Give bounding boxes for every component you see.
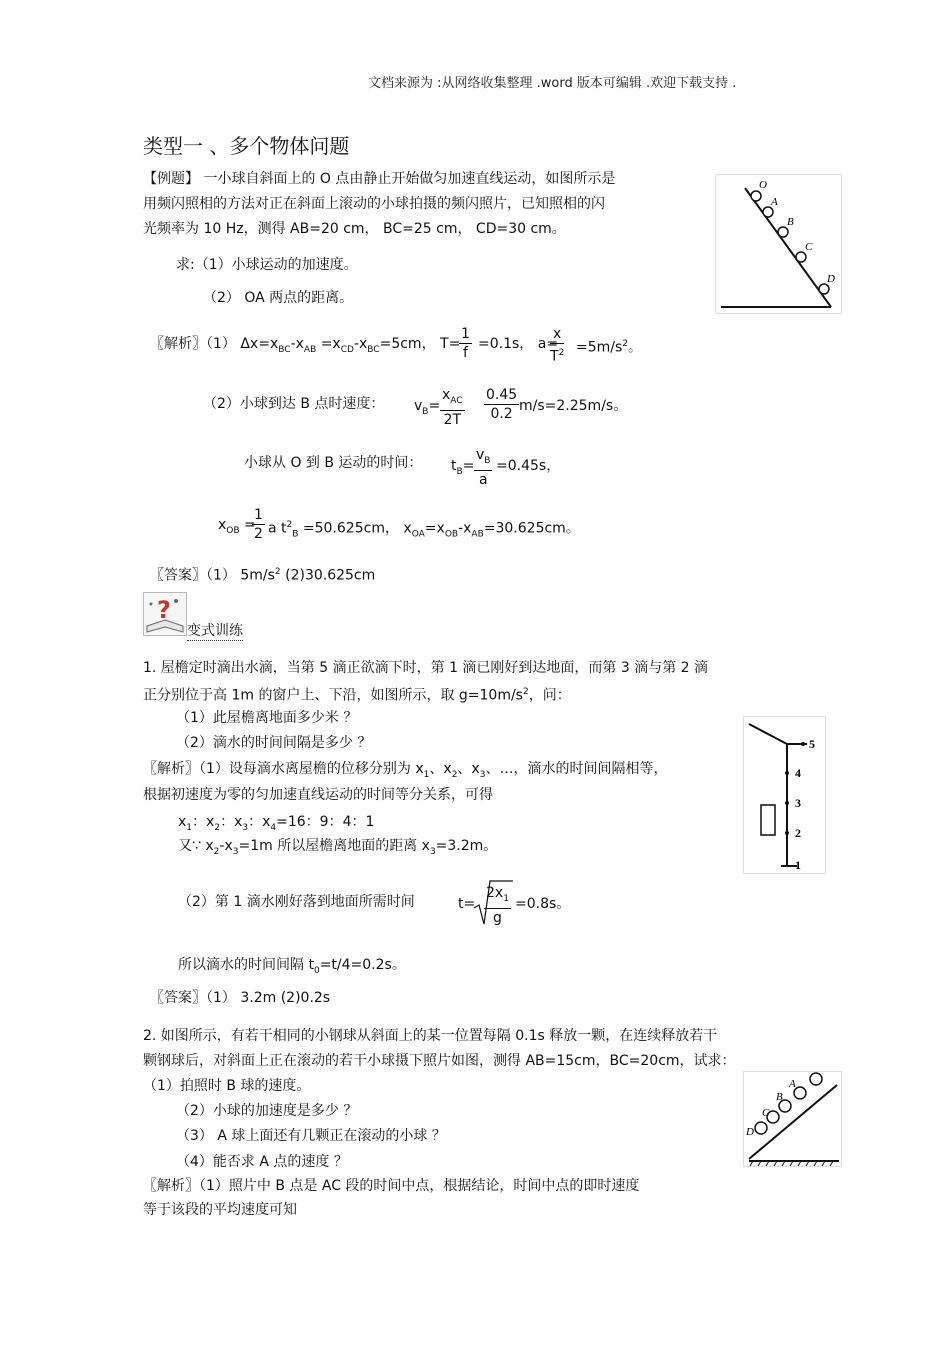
svg-text:?: ? — [157, 596, 171, 624]
solution-line-4: a $t^2_B =50.625cm$， $x_{OA}=x_{OB}-x_{AB}=30.625cm$。 — [268, 520, 580, 540]
p2-solution-1: 〖解析〗（1）照片中 B 点是 AC 段的时间中点，根据结论，时间中点的即时速度 — [143, 1178, 640, 1194]
p1-line-1: 1. 屋檐定时滴出水滴，当第 5 滴正欲滴下时，第 1 滴已刚好到达地面，而第 3 滴与第 2 滴 — [143, 660, 709, 676]
tB-symbol: $t_B=$ — [451, 458, 475, 477]
t-result: =0.8s。 — [515, 896, 571, 912]
p2-question-1: （1）拍照时 B 球的速度。 — [143, 1078, 311, 1094]
p2-line-2: 颗钢球后，对斜面上正在滚动的若干小球摄下照片如图，测得 AB=15cm，BC=20cm，试求： — [143, 1053, 736, 1069]
drop-label-5: 5 — [809, 737, 815, 751]
drop-label-4: 4 — [795, 766, 801, 780]
ball-label-B: B — [776, 1091, 783, 1103]
drop-label-2: 2 — [795, 826, 801, 840]
fraction-one-half: $\frac{1}{2}$ — [254, 507, 263, 542]
steel-balls-incline-figure — [743, 1071, 842, 1167]
p1-difference: 又∵ $x_2-x_3=1m$ 所以屋檐离地面的距离 $x_3=3.2m$。 — [178, 838, 498, 857]
fraction-vB-over-a: $\frac{v_B}{a}$ — [476, 447, 491, 488]
vB-symbol: $v_B=$ — [414, 398, 441, 417]
solution-line-2: （2）小球到达 B 点时速度： — [203, 396, 385, 412]
solution-line-1b: =0.1s， a= — [478, 336, 559, 352]
variant-training-label: 变式训练 — [187, 623, 243, 639]
section-title: 类型一 、多个物体问题 — [143, 134, 350, 158]
eaves-water-drops-figure — [743, 716, 826, 874]
drop-label-1: 1 — [795, 858, 801, 872]
fig-label-A: A — [771, 196, 778, 208]
p1-question-1: （1）此屋檐离地面多少米 ？ — [176, 710, 358, 726]
fraction-2x1-over-g: $\frac{2x_1}{g}$ — [486, 885, 509, 926]
solution-line-1c: $=5m/s^2$。 — [576, 339, 643, 356]
p2-question-3: （3） A 球上面还有几颗正在滚动的小球 ？ — [176, 1128, 446, 1144]
question-mark-book-icon — [143, 592, 187, 636]
solution-line-1: 〖解析〗（1） $\Delta x=x_{BC}-x_{AB} =x_{CD}-x_{BC}=5cm$， T= — [150, 336, 461, 355]
fig-label-C: C — [805, 241, 813, 253]
p1-interval: 所以滴水的时间间隔 $t_0=t/4=0.2s$。 — [178, 957, 406, 976]
p2-solution-2: 等于该段的平均速度可知 — [143, 1202, 297, 1218]
drop-label-3: 3 — [795, 796, 801, 810]
p1-solution-1: 〖解析〗（1）设每滴水离屋檐的位移分别为 $x_1$、$x_2$、$x_3$、…，滴水的时间间隔相等， — [143, 761, 668, 780]
p1-part2: （2）第 1 滴水刚好落到地面所需时间 — [178, 894, 415, 910]
p1-solution-2: 根据初速度为零的匀加速直线运动的时间等分关系，可得 — [143, 787, 493, 803]
fig-label-O: O — [759, 179, 767, 191]
solution-line-3: 小球从 O 到 B 运动的时间： — [244, 455, 423, 471]
tB-result: =0.45s， — [496, 458, 561, 474]
p1-ratio: $x_1$：$x_2$：$x_3$：$x_4=16$：9：4：1 — [178, 814, 375, 833]
fig-label-D: D — [827, 273, 835, 285]
example-line-2: 用频闪照相的方法对正在斜面上滚动的小球拍摄的频闪照片，已知照相的闪 — [143, 196, 605, 212]
fraction-045-over-02: $\frac{0.45}{0.2}$ — [486, 387, 518, 422]
example-question-2: （2） OA 两点的距离。 — [203, 290, 354, 306]
example-line-1: 【例题】 一小球自斜面上的 O 点由静止开始做匀加速直线运动，如图所示是 — [143, 171, 616, 187]
p1-answer: 〖答案〗（1） 3.2m (2)0.2s — [150, 990, 331, 1006]
t-symbol: t= — [458, 896, 476, 912]
p1-line-2: 正分别位于高 1m 的窗户上、下沿，如图所示，取 $g=10m/s^2$，问： — [143, 687, 571, 704]
fig-label-B: B — [787, 216, 794, 228]
p2-question-2: （2）小球的加速度是多少 ？ — [176, 1103, 358, 1119]
example-question-1: 求:（1）小球运动的加速度。 — [176, 257, 358, 273]
ball-label-A: A — [789, 1078, 796, 1090]
ball-label-D: D — [746, 1126, 754, 1138]
document-header: 文档来源为 :从网络收集整理 .word 版本可编辑 .欢迎下载支持 . — [368, 76, 737, 91]
ball-label-C: C — [762, 1107, 770, 1119]
fraction-1-over-f: $\frac{1}{f}$ — [461, 326, 470, 361]
p2-question-4: （4）能否求 A 点的速度 ？ — [176, 1154, 348, 1170]
fraction-xAC-over-2T: $x_{AC}$ 2T — [442, 387, 463, 428]
example-answer: 〖答案〗（1） $5m/s^2$ (2)30.625cm — [150, 567, 376, 584]
p1-question-2: （2）滴水的时间间隔是多少 ？ — [176, 735, 372, 751]
incline-flash-photo-figure — [715, 174, 842, 314]
xOB-symbol: $x_{OB}$ = — [218, 517, 256, 536]
p2-line-1: 2. 如图所示，有若干相同的小钢球从斜面上的某一位置每隔 0.1s 释放一颗，在连续释放若干 — [143, 1028, 718, 1044]
example-line-3: 光频率为 10 Hz，测得 AB=20 cm， BC=25 cm， CD=30 cm。 — [143, 221, 566, 237]
vB-result: m/s=2.25m/s。 — [519, 398, 628, 414]
fraction-x-over-T2: $\frac{x}{T^2}$ — [550, 326, 565, 365]
